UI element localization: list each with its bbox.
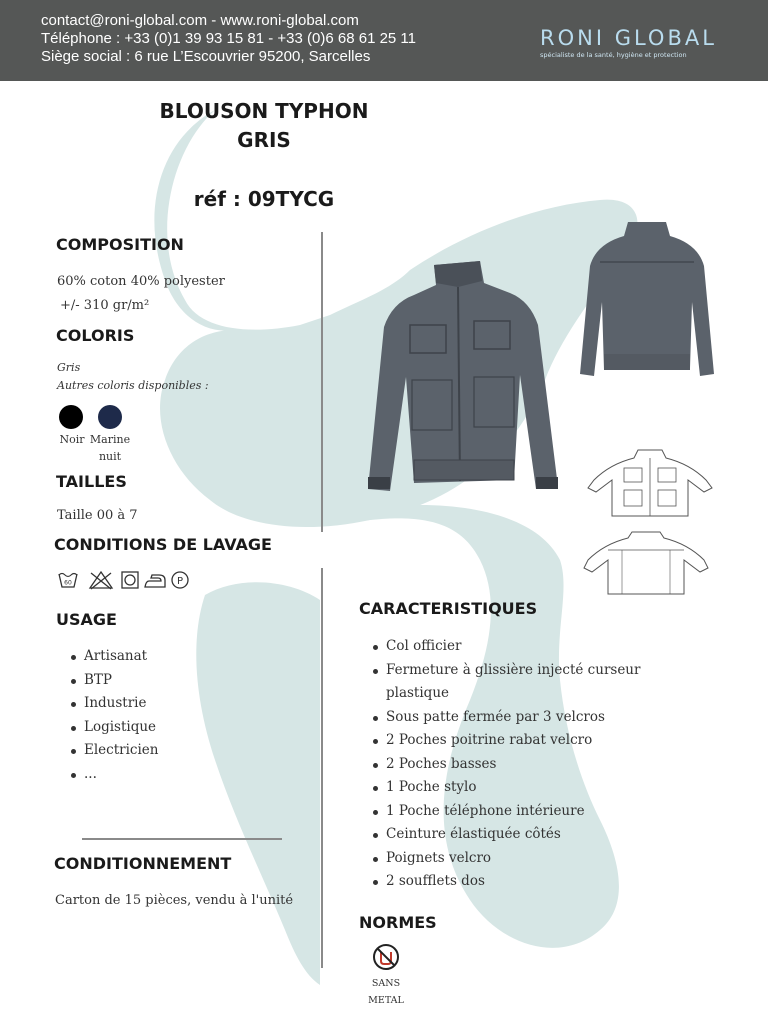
- other-colors-label: Autres coloris disponibles :: [57, 379, 209, 392]
- usage-list: [69, 645, 158, 786]
- lavage-heading: CONDITIONS DE LAVAGE: [54, 535, 272, 554]
- no-bleach-icon: [88, 570, 114, 590]
- color-swatch-marine-nuit[interactable]: [98, 405, 122, 429]
- coloris-heading: COLORIS: [56, 326, 135, 345]
- dry-clean-p-icon: [170, 570, 190, 590]
- column-divider-top: [321, 232, 323, 532]
- sizes-value: Taille 00 à 7: [57, 508, 138, 523]
- usage-heading: USAGE: [56, 610, 117, 629]
- wash-60-icon: [58, 570, 78, 590]
- metal-free-icon: [372, 943, 400, 971]
- list-item: Col officier: [371, 635, 640, 659]
- list-item: Ceinture élastiquée côtés: [371, 823, 640, 847]
- tailles-heading: TAILLES: [56, 472, 127, 491]
- current-color: Gris: [57, 361, 81, 374]
- wash-temperature: 60: [64, 579, 72, 587]
- normes-heading: NORMES: [359, 913, 437, 932]
- contact-email-web[interactable]: contact@roni-global.com - www.roni-global.com: [41, 12, 359, 29]
- list-item: ...: [69, 763, 158, 787]
- packaging-text: Carton de 15 pièces, vendu à l'unité: [55, 893, 294, 908]
- jacket-back-photo: [580, 218, 714, 380]
- jacket-front-photo: [362, 255, 562, 495]
- list-item: Industrie: [69, 692, 158, 716]
- jacket-back-sketch: [582, 528, 710, 598]
- product-title: BLOUSON TYPHON GRIS: [159, 99, 369, 152]
- list-item: Fermeture à glissière injecté curseur: [371, 659, 640, 683]
- logo-name: RONI GLOBAL: [540, 26, 717, 50]
- list-item: 2 Poches basses: [371, 753, 640, 777]
- product-reference: réf : 09TYCG: [193, 187, 335, 211]
- composition-weight: +/- 310 gr/m²: [60, 298, 150, 313]
- metal-free-label: SANS METAL: [368, 978, 404, 1006]
- conditionnement-heading: CONDITIONNEMENT: [54, 854, 232, 873]
- list-item: Artisanat: [69, 645, 158, 669]
- dry-clean-letter: P: [176, 576, 184, 587]
- list-item: Poignets velcro: [371, 847, 640, 871]
- jacket-front-sketch: [586, 446, 714, 520]
- features-list: [371, 635, 640, 894]
- list-item-continuation: plastique: [386, 685, 450, 701]
- composition-heading: COMPOSITION: [56, 235, 184, 254]
- contact-address: Siège social : 6 rue L’Escouvrier 95200, Sarcelles: [41, 48, 371, 65]
- list-item: 2 soufflets dos: [371, 870, 640, 894]
- column-divider-bottom: [321, 568, 323, 968]
- section-divider: [82, 838, 282, 840]
- list-item: 2 Poches poitrine rabat velcro: [371, 729, 640, 753]
- caracteristiques-heading: CARACTERISTIQUES: [359, 599, 538, 618]
- composition-fabric: 60% coton 40% polyester: [57, 274, 225, 289]
- logo-tagline: spécialiste de la santé, hygiène et protection: [540, 51, 687, 59]
- list-item: Electricien: [69, 739, 158, 763]
- list-item: 1 Poche téléphone intérieure: [371, 800, 640, 824]
- tumble-dry-icon: [120, 570, 140, 590]
- iron-icon: [143, 570, 167, 590]
- swatch-label-noir: Noir: [59, 433, 85, 446]
- color-swatch-noir[interactable]: [59, 405, 83, 429]
- swatch-label-marine-nuit: Marine nuit: [89, 433, 131, 463]
- list-item: 1 Poche stylo: [371, 776, 640, 800]
- list-item: Logistique: [69, 716, 158, 740]
- list-item: Sous patte fermée par 3 velcros: [371, 706, 640, 730]
- list-item: BTP: [69, 669, 158, 693]
- contact-phone[interactable]: Téléphone : +33 (0)1 39 93 15 81 - +33 (0)6 68 61 25 11: [41, 30, 416, 47]
